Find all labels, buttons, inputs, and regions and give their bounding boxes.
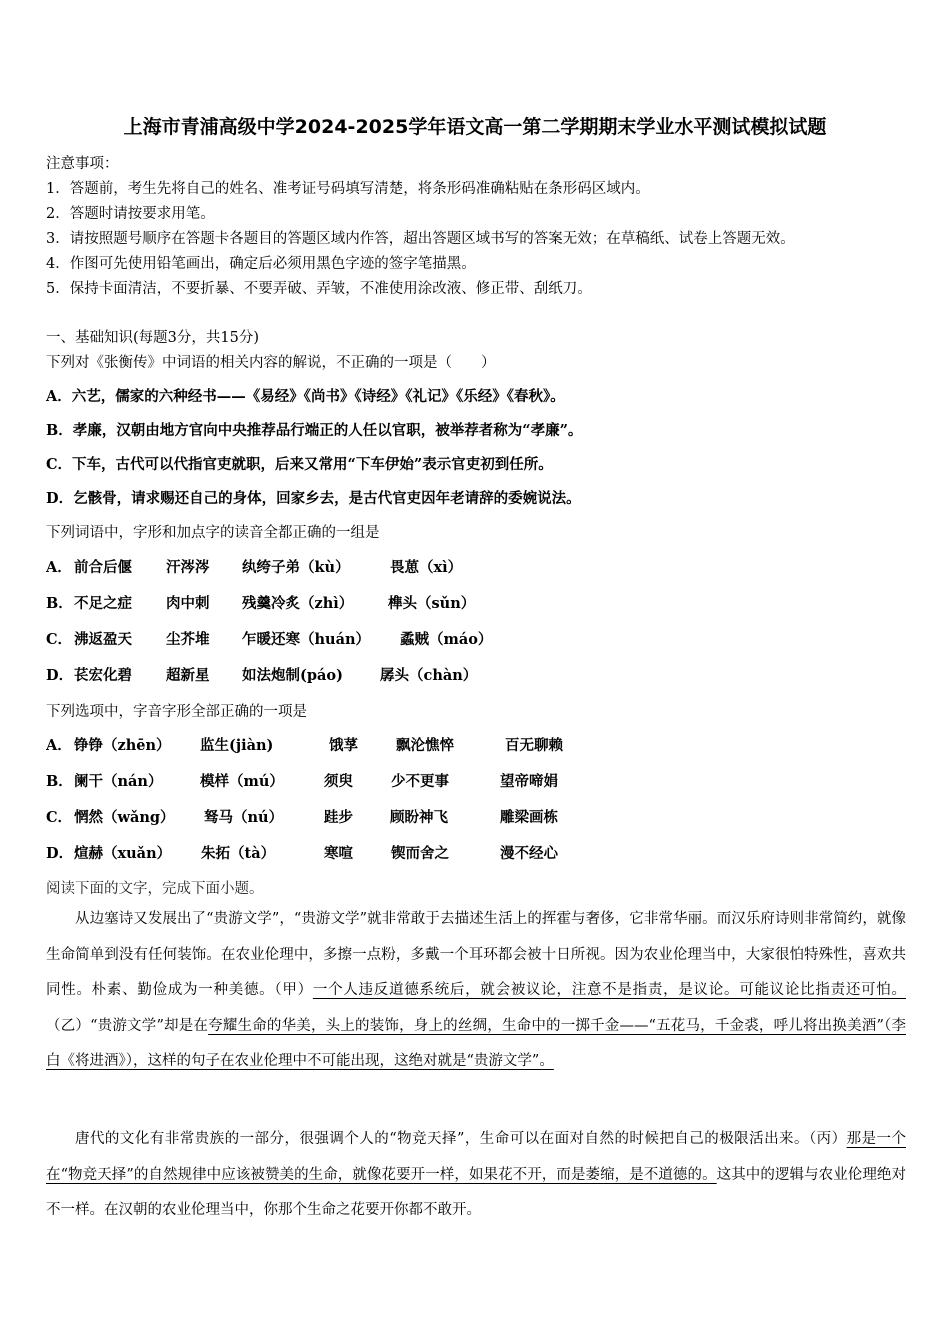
option-word: 煊赫（xuǎn） (74, 845, 172, 862)
option-word: 残羹冷炙（zhì） (242, 595, 354, 612)
option-letter: A． (46, 737, 72, 754)
reading-paragraph-1 (46, 902, 906, 1080)
option-word: 苌宏化碧 (74, 667, 132, 684)
option-letter: C． (46, 809, 73, 826)
option-word: 望帝啼娟 (500, 773, 558, 790)
option-word: 不足之症 (74, 595, 132, 612)
option-word: 阑干（nán） (74, 773, 163, 790)
question-1-option-a: A．六艺，儒家的六种经书——《易经》《尚书》《诗经》《礼记》《乐经》《春秋》。 (46, 388, 565, 405)
option-word: 雕梁画栋 (500, 809, 558, 826)
option-word: 锲而舍之 (391, 845, 449, 862)
question-1-stem: 下列对《张衡传》中词语的相关内容的解说，不正确的一项是（ ） (46, 355, 496, 371)
paragraph-text: 这其中的逻辑与农业伦理绝对不一样。在汉朝的农业伦理当中，你那个生命之花要开你都不敢开。 (46, 1166, 907, 1218)
option-letter: A． (46, 559, 72, 576)
paragraph-text: 唐代的文化有非常贵族的一部分，很强调个人的“物竞天择”，生命可以在面对自然的时候把自己的极限活出来。（丙） (75, 1131, 847, 1147)
option-word: 饿莩 (329, 737, 358, 754)
option-word: 寒喧 (324, 845, 353, 862)
option-word: 少不更事 (391, 773, 449, 790)
notice-item: 3．请按照题号顺序在答题卡各题目的答题区域内作答，超出答题区域书写的答案无效；在草稿纸、试卷上答题无效。 (46, 231, 795, 247)
section-heading: 一、基础知识(每题3分，共15分) (46, 330, 259, 346)
question-1-option-b: B．孝廉，汉朝由地方官向中央推荐品行端正的人任以官职，被举荐者称为“孝廉”。 (46, 422, 583, 439)
option-letter: D． (46, 845, 74, 862)
option-letter: B． (46, 595, 73, 612)
option-word: 铮铮（zhēn） (74, 737, 171, 754)
option-word: 如法炮制(páo) (242, 667, 343, 684)
option-letter: C． (46, 631, 73, 648)
paragraph-text: 从边塞诗又发展出了“贵游文学”，“贵游文学”就非常敢于去描述生活上的挥霍与奢侈，它非常华丽。而汉乐府诗则非常简约，就像生命简单到没有任何装饰。在农业伦理中，多擦一点粉，多戴一个耳环都会被十日所视。因为农业伦理当中，大家很怕特殊性，喜欢共同性。朴素、勤俭成为一种美德。（甲） (46, 911, 906, 998)
question-1-option-d: D．乞骸骨，请求赐还自己的身体，回家乡去，是古代官吏因年老请辞的委婉说法。 (46, 490, 581, 507)
paragraph-text: （乙）“贵游文学”却是在 (46, 1017, 209, 1034)
option-word: 纨绔子弟（kù） (242, 559, 350, 576)
page-title: 上海市青浦高级中学2024-2025学年语文高一第二学期期末学业水平测试模拟试题 (123, 116, 827, 138)
option-word: 驽马（nú） (204, 809, 284, 826)
notice-item: 4．作图可先使用铅笔画出，确定后必须用黑色字迹的签字笔描黑。 (46, 256, 476, 272)
notice-item: 1．答题前，考生先将自己的姓名、准考证号码填写清楚，将条形码准确粘贴在条形码区域内。 (46, 181, 650, 197)
option-letter: B． (46, 773, 73, 790)
question-3-stem: 下列选项中，字音字形全部正确的一项是 (46, 704, 307, 720)
option-word: 榫头（sǔn） (388, 595, 476, 612)
option-word: 畏葸（xì） (390, 559, 463, 576)
option-word: 须臾 (324, 773, 353, 790)
option-word: 蟊贼（máo） (400, 631, 493, 648)
option-word: 百无聊赖 (505, 737, 563, 754)
option-word: 肉中刺 (166, 595, 210, 612)
reading-intro: 阅读下面的文字，完成下面小题。 (46, 881, 264, 897)
reading-paragraph-2 (46, 1122, 906, 1229)
option-word: 顾盼神飞 (390, 809, 448, 826)
option-word: 惘然（wǎng） (74, 809, 175, 826)
option-word: 跬步 (324, 809, 353, 826)
question-2-stem: 下列词语中，字形和加点字的读音全都正确的一组是 (46, 525, 380, 541)
notice-item: 2．答题时请按要求用笔。 (46, 206, 215, 222)
underlined-sentence-bing: 那是一个在“物竞天择”的自然规律中应该被赞美的生命，就像花要开一样，如果花不开，而是萎缩，是不道德的。 (46, 1131, 906, 1183)
question-1-option-c: C．下车，古代可以代指官吏就职，后来又常用“下车伊始”表示官吏初到任所。 (46, 456, 553, 473)
option-word: 漫不经心 (500, 845, 558, 862)
underlined-sentence-jia: 一个人违反道德系统后，就会被议论，注意不是指责，是议论。可能议论比指责还可怕。 (312, 982, 907, 998)
option-word: 前合后偃 (74, 559, 132, 576)
option-word: 沸返盈天 (74, 631, 132, 648)
option-word: 乍暖还寒（huán） (242, 631, 371, 648)
option-word: 超新星 (166, 667, 210, 684)
notice-heading: 注意事项： (46, 156, 119, 172)
underlined-sentence-yi: 夸耀生命的华美，头上的装饰，身上的丝绸，生命中的一掷千金——“五花马，千金裘，呼儿将出换美酒”（李白《将进酒》），这样的句子在农业伦理中不可能出现，这绝对就是“贵游文学”。 (46, 1017, 906, 1069)
option-word: 朱拓（tà） (201, 845, 276, 862)
option-word: 模样（mú） (200, 773, 284, 790)
option-word: 飘沦憔悴 (396, 737, 454, 754)
option-word: 监生(jiàn) (200, 737, 274, 754)
option-letter: D． (46, 667, 74, 684)
option-word: 尘芥堆 (166, 631, 210, 648)
option-word: 汗涔涔 (166, 559, 210, 576)
notice-item: 5．保持卡面清洁，不要折暴、不要弄破、弄皱，不准使用涂改液、修正带、刮纸刀。 (46, 281, 592, 297)
option-word: 孱头（chàn） (380, 667, 478, 684)
